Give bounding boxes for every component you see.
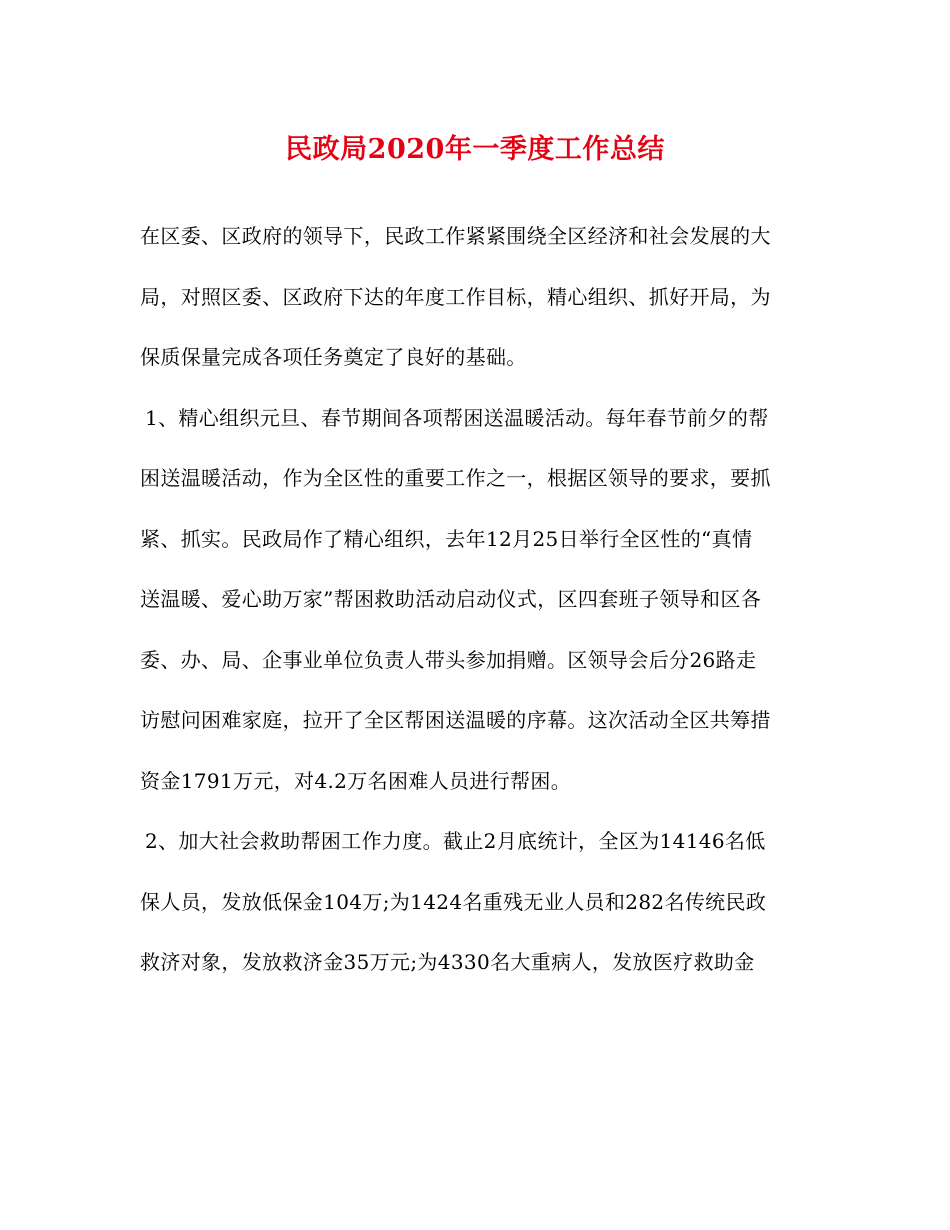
- paragraph-line: 在区委、区政府的领导下，民政工作紧紧围绕全区经济和社会发展的大: [140, 224, 771, 248]
- paragraph-line: 委、办、局、企事业单位负责人带头参加捐赠。区领导会后分26路走: [140, 647, 757, 672]
- document-body: [140, 211, 840, 998]
- paragraph-line: 紧、抓实。民政局作了精心组织，去年12月25日举行全区性的“真情: [140, 526, 753, 551]
- paragraph-line: 2、加大社会救助帮困工作力度。截止2月底统计，全区为14146名低: [145, 829, 766, 853]
- paragraph-line: 困送温暖活动，作为全区性的重要工作之一，根据区领导的要求，要抓: [140, 466, 771, 490]
- paragraph-line: 资金1791万元，对4.2万名困难人员进行帮困。: [140, 768, 572, 793]
- paragraph-line: 送温暖、爱心助万家”帮困救助活动启动仪式，区四套班子领导和区各: [140, 587, 762, 611]
- paragraph-line: 保人员，发放低保金104万;为1424名重残无业人员和282名传统民政: [140, 889, 767, 914]
- paragraph-line: 访慰问困难家庭，拉开了全区帮困送温暖的序幕。这次活动全区共筹措: [140, 708, 771, 732]
- paragraph-line: 局，对照区委、区政府下达的年度工作目标，精心组织、抓好开局，为: [140, 284, 771, 309]
- document-title: 民政局2020年一季度工作总结: [285, 134, 665, 165]
- paragraph-line: 1、精心组织元旦、春节期间各项帮困送温暖活动。每年春节前夕的帮: [145, 405, 769, 430]
- paragraph-line: 救济对象，发放救济金35万元;为4330名大重病人，发放医疗救助金: [140, 950, 755, 974]
- paragraph-line: 保质保量完成各项任务奠定了良好的基础。: [140, 345, 527, 369]
